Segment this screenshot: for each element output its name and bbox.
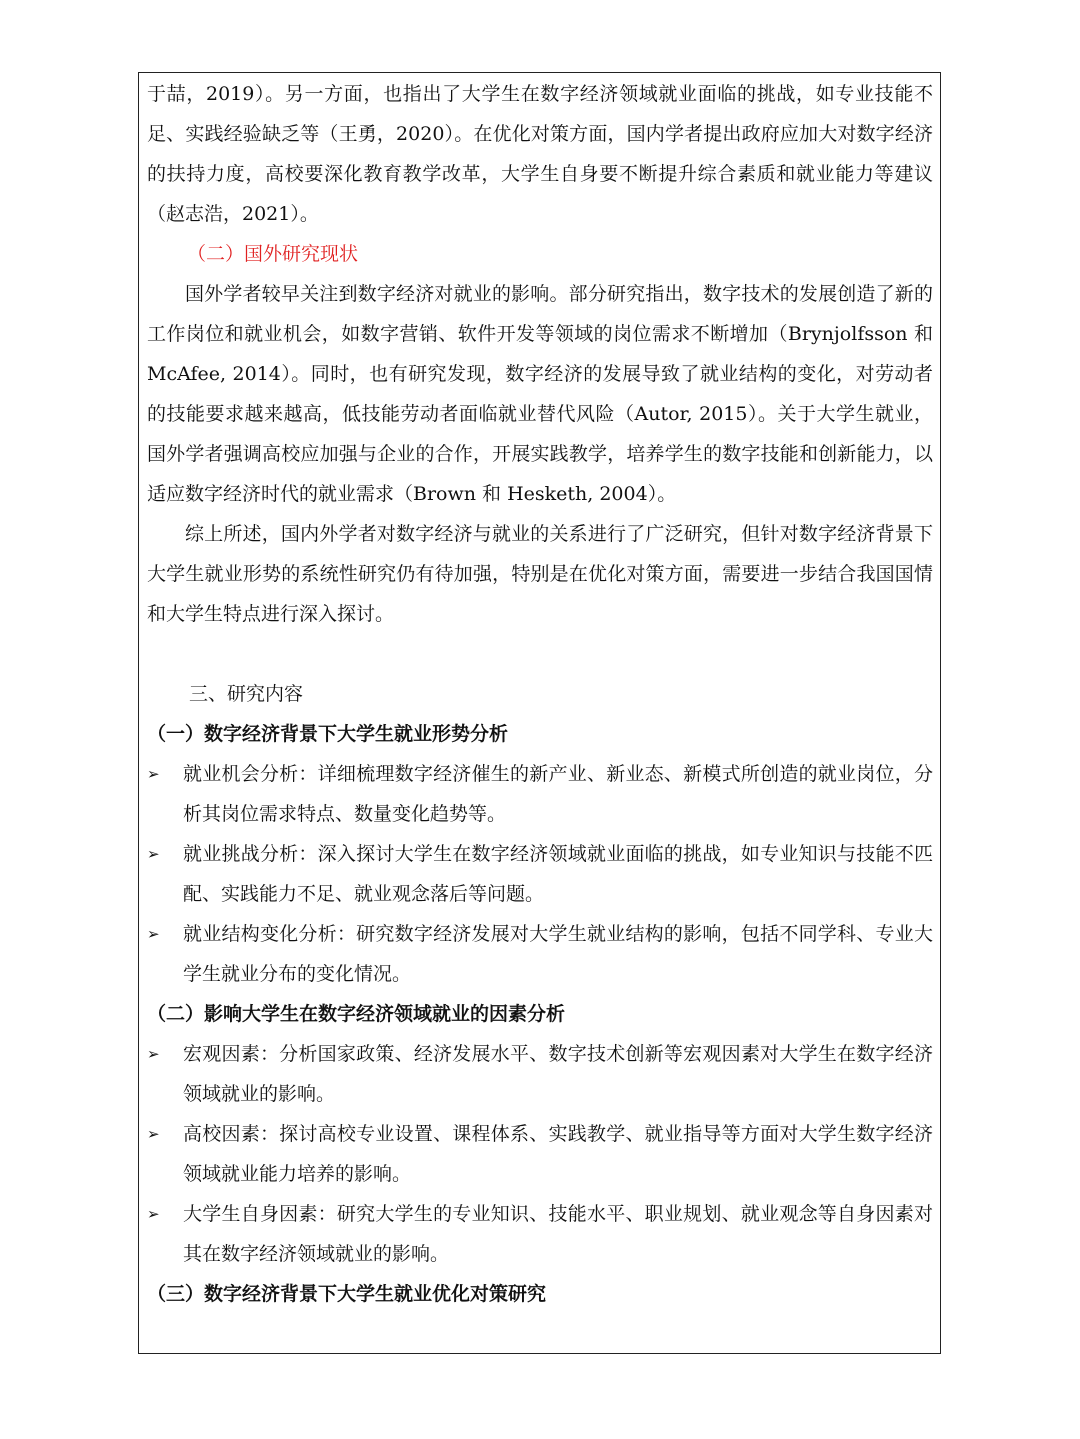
list-item-text: 大学生自身因素：研究大学生的专业知识、技能水平、职业规划、就业观念等自身因素对其在数字经济领域就业的影响。 (183, 1203, 933, 1265)
list-item (147, 914, 933, 994)
section-title: 三、研究内容 (189, 683, 304, 705)
arrow-bullet-icon: ➢ (147, 845, 160, 863)
foreign-research-heading: （二）国外研究现状 (187, 243, 359, 265)
list-item (147, 1114, 933, 1194)
document-body (147, 74, 933, 1314)
domestic-research-paragraph: 于喆，2019）。另一方面，也指出了大学生在数字经济领域就业面临的挑战，如专业技能不足、实践经验缺乏等（王勇，2020）。在优化对策方面，国内学者提出政府应加大对数字经济的扶持力度，高校要深化教育教学改革，大学生自身要不断提升综合素质和就业能力等建议（赵志浩，2021）。 (147, 83, 933, 225)
list-item-text: 就业机会分析：详细梳理数字经济催生的新产业、新业态、新模式所创造的就业岗位，分析其岗位需求特点、数量变化趋势等。 (183, 763, 933, 825)
summary-paragraph: 综上所述，国内外学者对数字经济与就业的关系进行了广泛研究，但针对数字经济背景下大学生就业形势的系统性研究仍有待加强，特别是在优化对策方面，需要进一步结合我国国情和大学生特点进行深入探讨。 (147, 523, 933, 625)
spacer (147, 634, 933, 674)
arrow-bullet-icon: ➢ (147, 1205, 160, 1223)
foreign-research-paragraph: 国外学者较早关注到数字经济对就业的影响。部分研究指出，数字技术的发展创造了新的工作岗位和就业机会，如数字营销、软件开发等领域的岗位需求不断增加（Brynjolfsson 和 McAfee, 2014）。同时，也有研究发现，数字经济的发展导致了就业结构的变化，对劳动者的技能要求越来越高，低技能劳动者面临就业替代风险（Autor, 2015）。关于大学生就业，国外学者强调高校应加强与企业的合作，开展实践教学，培养学生的数字技能和创新能力，以适应数字经济时代的就业需求（Brown 和 Hesketh, 2004）。 (147, 283, 933, 505)
list-item-text: 宏观因素：分析国家政策、经济发展水平、数字技术创新等宏观因素对大学生在数字经济领域就业的影响。 (183, 1043, 933, 1105)
list-item-text: 就业挑战分析：深入探讨大学生在数字经济领域就业面临的挑战，如专业知识与技能不匹配、实践能力不足、就业观念落后等问题。 (183, 843, 933, 905)
list-item (147, 1034, 933, 1114)
arrow-bullet-icon: ➢ (147, 765, 160, 783)
subsection-heading-1: （一）数字经济背景下大学生就业形势分析 (147, 723, 509, 745)
arrow-bullet-icon: ➢ (147, 1045, 160, 1063)
arrow-bullet-icon: ➢ (147, 925, 160, 943)
list-item (147, 1194, 933, 1274)
list-item (147, 754, 933, 834)
subsection-heading-3: （三）数字经济背景下大学生就业优化对策研究 (147, 1283, 547, 1305)
list-item-text: 就业结构变化分析：研究数字经济发展对大学生就业结构的影响，包括不同学科、专业大学生就业分布的变化情况。 (183, 923, 933, 985)
list-item (147, 834, 933, 914)
arrow-bullet-icon: ➢ (147, 1125, 160, 1143)
subsection-heading-2: （二）影响大学生在数字经济领域就业的因素分析 (147, 1003, 566, 1025)
list-item-text: 高校因素：探讨高校专业设置、课程体系、实践教学、就业指导等方面对大学生数字经济领域就业能力培养的影响。 (183, 1123, 933, 1185)
